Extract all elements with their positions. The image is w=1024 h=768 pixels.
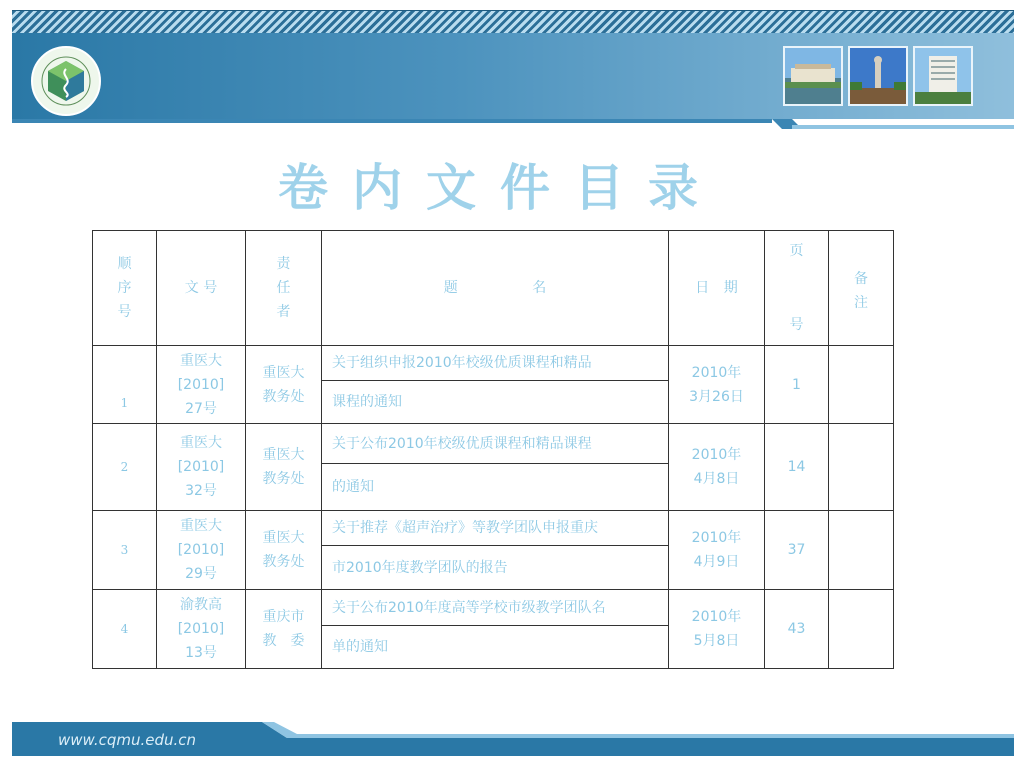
row-responsible: 重庆市 教 委	[246, 590, 322, 669]
row-date: 2010年 4月8日	[669, 424, 765, 511]
row-responsible: 重医大 教务处	[246, 424, 322, 511]
row-page: 1	[765, 346, 829, 424]
campus-tower-photo	[913, 46, 973, 106]
header-responsible: 责 任 者	[246, 231, 322, 346]
row-seq: 2	[93, 424, 157, 511]
row-doc-no: 重医大 [2010] 27号	[157, 346, 246, 424]
header-remark: 备 注	[829, 231, 894, 346]
row-subject-line2: 课程的通知	[322, 381, 669, 424]
row-subject-line1: 关于公布2010年校级优质课程和精品课程	[322, 424, 669, 464]
row-responsible: 重医大 教务处	[246, 511, 322, 590]
row-subject-line2: 市2010年度教学团队的报告	[322, 546, 669, 590]
row-date: 2010年 4月9日	[669, 511, 765, 590]
table-row	[93, 424, 894, 464]
row-subject-line1: 关于组织申报2010年校级优质课程和精品	[322, 346, 669, 381]
footer-url-link[interactable]: www.cqmu.edu.cn	[58, 731, 197, 749]
row-remark	[829, 590, 894, 669]
header-photo-strip	[783, 46, 973, 106]
file-catalog-table	[92, 230, 894, 669]
header-doc-no: 文 号	[157, 231, 246, 346]
row-remark	[829, 346, 894, 424]
header-subject: 题 名	[322, 231, 669, 346]
row-seq: 4	[93, 590, 157, 669]
campus-statue-photo	[848, 46, 908, 106]
row-subject-line2: 单的通知	[322, 626, 669, 669]
row-page: 37	[765, 511, 829, 590]
header-page: 页 号	[765, 231, 829, 346]
table-row	[93, 511, 894, 546]
row-subject-line2: 的通知	[322, 464, 669, 511]
header-accent-line	[12, 119, 1014, 129]
header-seq: 顺 序 号	[93, 231, 157, 346]
row-responsible: 重医大 教务处	[246, 346, 322, 424]
row-doc-no: 重医大 [2010] 32号	[157, 424, 246, 511]
table-header-row	[93, 231, 894, 346]
row-seq: 1	[93, 346, 157, 424]
table-row	[93, 346, 894, 381]
row-page: 14	[765, 424, 829, 511]
row-seq: 3	[93, 511, 157, 590]
row-subject-line1: 关于推荐《超声治疗》等教学团队申报重庆	[322, 511, 669, 546]
university-emblem-icon	[30, 45, 102, 117]
row-date: 2010年 5月8日	[669, 590, 765, 669]
header-date: 日 期	[669, 231, 765, 346]
table-row	[93, 590, 894, 626]
row-doc-no: 重医大 [2010] 29号	[157, 511, 246, 590]
row-remark	[829, 424, 894, 511]
row-page: 43	[765, 590, 829, 669]
row-date: 2010年 3月26日	[669, 346, 765, 424]
row-doc-no: 渝教高 [2010] 13号	[157, 590, 246, 669]
page-title: 卷内文件目录	[278, 159, 722, 217]
row-remark	[829, 511, 894, 590]
campus-building-photo	[783, 46, 843, 106]
top-decorative-stripe	[12, 10, 1014, 34]
row-subject-line1: 关于公布2010年度高等学校市级教学团队名	[322, 590, 669, 626]
